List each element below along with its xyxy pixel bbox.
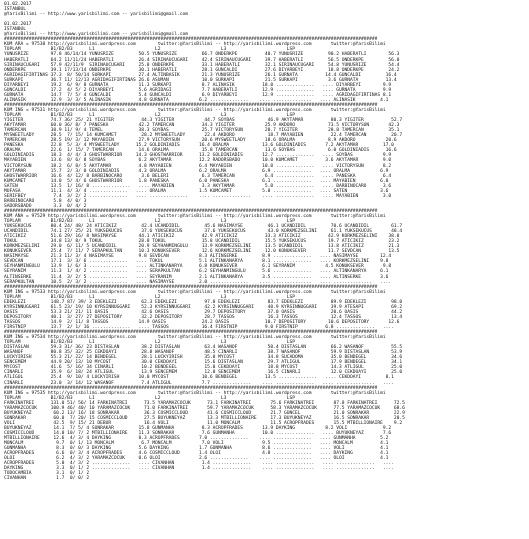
- text-line: SERAPKULTAN 10.5 2/ 3/ 2 .............. .... NASIMAYSE 2.0 .............. .... .............. .... .............. ....: [4, 279, 392, 285]
- text-line: ########################################################################################################################################: [4, 102, 378, 108]
- text-line: LUCKYIRISH 55.3 21/ 22/ 14 BENDEGEL 28.1 LUCKYIRISH 35.0 MYCOST 34.8 SUCADOMA 35.0 BENDEGEL 34.6: [4, 355, 403, 361]
- text-line: HABERATLI 64.2 11/11/24 HABERATLI 26.4 SIRINAUCUGARI 42.4 SIRINAUCUGARI 39.7 HABERATLI 56.5 ONDERKPE 56.0: [4, 57, 400, 63]
- text-line: TOPLAM B1/B2/B3 L1 L2 L3 LSP: [4, 219, 296, 225]
- text-line: KUM ING = 97531 http://yarisbilimi.wordpress.com twitter:@YarisBilimi -- http://yarisbilimi.wordpress.com twitter:@YarisBilimi: [4, 107, 386, 113]
- text-line: PANESKA 22.8 5/ 3/ 4 MYSWEETLADY 15.2 GOLDINIADIS 16.4 ORALMA 13.6 GOLDINIADIS 7.2 AKYTAMAR 17.0: [4, 143, 394, 149]
- text-line: MYCOST 41.6 5/ 16/ 34 CINARLI 10.2 BENDEGEL 15.0 CEKDOAYI 18.8 MYCOST 14.3 ATLIGUL 25.0: [4, 365, 403, 371]
- text-line: KUM ING = 97534 http://yarisbilimi.wordpress.com twitter:@YarisBilimi -- http://yarisbilimi.wordpress.com twitter:@YarisBilimi: [4, 335, 386, 341]
- text-line: SEYHANMINGULU 13.9 1/ 6/ 3 .............. .... ALTINKANARYA 6.8 KONUKSEVER 6.1 SEYRANIM 4.5 KONUKSEVER 9.8: [4, 264, 392, 270]
- text-line: DAYKING 3.3 0/ 1/ 2 .............. .... CIVANHAN 1.4 .............. .... .............. .... .............. ....: [4, 466, 394, 472]
- text-line: CINARLI 23.0 3/ 14/ 12 WASANOF 7.4 ATLIGUL 7.7 .............. .... .............. .... .............. ....: [4, 380, 394, 386]
- text-line: ########################################################################################################################################: [4, 37, 378, 43]
- text-line: KONUKSEVER 25.4 7/ 11/ 7 SERAPKULTAN 10.3 KONUKSEVER 12.6 KORKMEZSELINI 12.0 KONUKSEVER 11.7 SEVDCAN 13.5: [4, 249, 400, 255]
- text-line: SONRAKAR 60.0 7/ 20/ 15 COSMICCLOUD 27.5 BUYUKNEYAZ 13.3 MTBILLIONAIRE 17.3 BUYUKNEYAZ 16.5 SONRAKAR 20.5: [4, 415, 405, 421]
- text-line: KUMCAMET 14.0 5/ 4/ 6 GHOSTWARRIOR 1.8 PANESKA 6.0 PANESKA 6.1 .............. .... MAYABIEN 6.0: [4, 178, 389, 184]
- text-line: TOPLAM B1/B2/B3 L1 L2 L3 LSP: [4, 113, 296, 119]
- text-line: SADORSBADO 3.3 0/ 4/ 2: [4, 203, 87, 209]
- text-line: TOPLAM B1/B2/B3 L1 L2 L3 LSP: [4, 47, 296, 53]
- text-line: DEPOSITORY 40.1 3/ 27/ 27 DEPOSITORY 32.2 DEPOSITORY 28.7 TASSOS 16.3 TASSOS 12.4 TASSOS 13.4: [4, 314, 403, 320]
- text-line: ALINASIK 12.9 3/ 3/ 5 ALINASIK 4.8 GURNATA 6.2 .............. .... .............. .... ALINASIK 4.1: [4, 97, 389, 103]
- text-line: ACROPFRADES 6.6 0/ 3/ 4 ACROPFRADES 4.6 COSMICCLOUD 1.4 OLOI 4.8 .............. .... DAYKING 4.1: [4, 451, 389, 457]
- text-line: BUYUKNEYAZ 60.2 13/ 16/ 18 SONRAKAR 36.3 COSMICCLOUD 41.6 COSMICCLOUD 21.7 GUNCEL 21.0 SONRAKAR 22.9: [4, 410, 405, 416]
- text-line: SENCEMEM 44.9 20/ 13/ 10 MYCOST 30.0 CEKDOAYI 15.6 DISTASLAN 29.7 ATLIGUL 17.9 BENDEGEL 34.1: [4, 360, 403, 366]
- text-line: 01.02.2017: [4, 2, 32, 7]
- text-line: @YarisBilimi -- http://www.yarisbilimi.com -- yarisbilimi@gmail.com: [4, 32, 188, 38]
- text-line: BUYUKNEYAZ 14.1 7/ 5/ 4 SONRAKAR 15.8 GUNMANHA 8.3 ACROPFRADES 13.9 DAYKING 8.2 VOLI 9.2: [4, 425, 392, 431]
- text-line: CINARLI 35.9 6/ 18/ 24 ATLIGUL 13.9 SENCEMEM 12.0 SENCEMEM 16.5 CINARLI 12.0 CEKDOAYI 25.0: [4, 370, 403, 376]
- text-line: OLOI 6.2 4/ 3/ 2 YARAMAZCOCUK 0.6 OLOI 2.6 .............. .... .............. .... OLOI 4.1: [4, 456, 389, 462]
- text-line: TOKUL 34.8 13/ 8/ 9 TOKUL 28.8 TOKUL 15.8 UCANDIDIL 15.5 YUKSEKUCUS 19.7 ATICIKIZ 23.2: [4, 239, 400, 245]
- text-line: DISTASLAN 59.3 31/ 36/ 23 DISTASLAN 38.2 DISTASLAN 63.4 WASANOF 50.4 DISTASLAN 66.2 WASANOF 55.5: [4, 345, 403, 351]
- text-line: SEYRANIM 11.3 1/ 4/ 2 .............. .... SERAPKULTAN 6.2 SEYHANMINGULU 5.6 .............. .... ALTINKANARYA 6.1: [4, 269, 389, 275]
- text-line: YUKSEKUCUS 80.4 24/ 48/ 24 ATICIKIZ 42.4 UCANDIDIL 45.6 NASIMAYSE 46.1 UCANDIDIL 70.6 UCANDIDIL 61.7: [4, 224, 403, 230]
- text-line: GOLDINIADIS 18.3 4/ 4/ 3 GHOSTWARRIOR 14.3 GHOSTWARRIOR 13.2 GOLDINIADIS 12.7 .............. .... SOYBAS 9.9: [4, 153, 392, 159]
- text-line: ACROPFRADES 5.0 4/ 3/ 2 .............. .... CIVANHAN 1.4 .............. .... .............. .... .............. ....: [4, 461, 394, 467]
- text-line: SIRINAUCUGARI 57.9 42/11/9 SIRINAUCUGARI 25.8 ONDERKPE 33.1 HABERATLI 32.1 SIRINAUCUGARI 54.8 YUNUSRIZE 54.4: [4, 62, 400, 68]
- text-line: GURNATA 14.7 7/ 5/ 4 GUNCALDI 5.4 GUNCALDI 6.9 DIYARBEYI 12.9 .............. .... AGRIDAGIFIRTINAS 8.1: [4, 92, 392, 98]
- text-line: ########################################################################################################################################: [4, 208, 378, 214]
- text-line: KORKMEZSELINI 29.0 6/ 11/ 5 UCANDIDIL 20.9 SEYHANMINGULU 13.9 KORKMEZSELINI 13.5 UCANDIDIL 13.8 ATICIKIZ 21.3: [4, 244, 400, 250]
- text-line: KUM ARA = 97530 http://yarisbilimi.wordpress.com twitter:@YarisBilimi -- http://yarisbilimi.wordpress.com twitter:@YarisBilimi: [4, 42, 386, 48]
- text-line: TAMERCAN 38.9 11/ 9/ 4 TEMEL 38.3 SOYBAS 25.7 VICTORYSUN 20.7 YIGITER 28.8 TAMERCAN 35.1: [4, 128, 400, 134]
- text-line: KUM ING = 97533 http://yarisbilimi.wordpress.com twitter:@YarisBilimi -- http://yarisbilimi.wordpress.com twitter:@YarisBilimi: [4, 289, 386, 295]
- text-line: ONDERKPE 39.1 17/13/14 ONDERKPE 30.1 HABERATLI 28.1 GUNCALDI 27.6 DIYARBEYI 18.8 ONDERKPE 24.2: [4, 67, 400, 73]
- text-line: MUFASA 11.1 4/ 3/ 4 .............. .... ORALMA 1.5 KUMCAMET 5.0 .............. .... SATEN 3.6: [4, 188, 389, 194]
- text-line: COSMICCLOUD 14.0 10/ 7/ 2 MTBILLIONAIRE 11.3 SONRAKAR 7.6 GUNMANHA 10.0 .............. .... BUYUKNEYAZ 7.6: [4, 430, 392, 436]
- text-line: AKYTAMAR 60.0 36/ 8/ 7 PANESKA 42.2 TAMERCAN 34.3 YIGITER 25.9 AKDORO 73.5 VICTORYSUN 42.3: [4, 123, 400, 129]
- text-line: GHOSTWARRIOR 16.6 4/ 12/ 8 BARBINOCARO 3.6 BELERI 6.3 TAMERCAN 6.4 .............. .... PANESKA 6.4: [4, 173, 392, 179]
- text-line: FIRSTNIP 13.7 2/ 1/ 16 .............. .... TASSOS 16.4 FIRSTNIP 9.0 FIRSTNIP 6.8 .............. ....: [4, 325, 394, 330]
- text-line: ISTANBUL: [4, 27, 26, 33]
- text-line: MAYABIEN 13.6 8/ 6/ 8 SOYBAS 6.2 AKYTAMAR 12.2 RADORSBADO 10.0 KUMCAMET 3.6 AKYTAMAR 9.0: [4, 158, 392, 164]
- text-line: BARBINOCARO 5.8 4/ 0/ 3: [4, 198, 87, 204]
- text-line: KUM ANA = 97529 http://yarisbilimi.wordpress.com twitter:@YarisBilimi -- http://yarisbilimi.wordpress.com twitter:@YarisBilimi: [4, 213, 386, 219]
- text-line: ISTANBUL: [4, 7, 26, 13]
- text-line: SERIFBEY 7.4 3/ 2/ 2 .............. .... .............. .... .............. .... .............. .... MAYABIEN 3.0: [4, 193, 392, 199]
- text-line: EDEKLEZI 148.7 87/ 39/ 3 EDEKLEZI 62.3 EDEKLEZI 97.0 EDEKLEZI 83.7 EDEKLEZI 89.9 EDEKLEZI 98.0: [4, 299, 403, 305]
- text-line: ########################################################################################################################################: [4, 385, 378, 391]
- text-line: GUNMANHA 8.3 0/ 0/ 3 DAYKING 5.6 DAYKING 1.7 GUNMANHA 8.6 .............. .... VOLI 4.1: [4, 446, 389, 452]
- text-line: UCANDIDIL 74.1 27/ 25/ 21 YUKSEKUCUS 37.6 YUKSEKUCUS 37.6 YUKSEKUCUS 43.0 KORKMEZSELINI 61.1 YUKSEKUCUS 48.4: [4, 229, 403, 235]
- text-line: OASIS 53.3 21/ 21/ 11 OASIS 42.6 OASIS 29.7 DEPOSITORY 37.0 OASIS 20.6 OASIS 44.2: [4, 309, 403, 315]
- text-line: VICTORYSUN 18.2 6/ 8/ 5 AKYTAMAR 4.8 MAYABIEN 6.4 MAYABIEN 10.0 .............. .... VICTORYSUN 8.2: [4, 163, 392, 169]
- text-line: FARKINATREI 131.0 51/ 56/ 14 FARKINATREI 73.5 YARAMAZCOCUK 73.1 FARKINATREI 75.6 FARKINATREI 87.8 FARKINATREI 72.5: [4, 400, 405, 406]
- text-line: YARAMAZCOCUK 100.9 46/ 40/ 10 YARAMAZCOCUK 71.0 FARKINATREI 59.7 YARAMAZCOCUK 58.3 YARAMAZCOCUK 77.5 YARAMAZCOCUK 68.6: [4, 405, 405, 411]
- text-line: TASSOS 14.9 2/ 11/ 8 TASSOS 14.9 OASIS 24.2 OASIS 10.7 DEPOSITORY 10.6 DEPOSITORY 12.6: [4, 319, 400, 325]
- text-line: TOPLAM B1/B2/B3 L1 L2 L3 LSP: [4, 395, 296, 401]
- text-line: TOPLAM B1/B2/B3 L1 L2 L3 LSP: [4, 294, 296, 300]
- text-line: DIYARBEYI 19.2 6/ 9/ 8 GURNATA 11.3 SURKAPI 8.7 ALINASIK 18.0 .............. .... DIYARBEYI 9.9: [4, 82, 392, 88]
- text-line: SEVDCAN 17.1 3/ 3/ 6 .............. .... TOKUL 5.1 ALTINKANARYA 8.1 .............. .... KORKMEZSELINI 9.8: [4, 259, 389, 265]
- text-line: YIGITER 74.7 36/ 25/ 21 YIGITER 44.3 YIGITER 44.7 SOYBAS 46.9 AKYTAMAR 80.3 YIGITER 52.7: [4, 118, 403, 124]
- text-line: CIVANHAN 1.7 0/ 0/ 2: [4, 476, 90, 482]
- text-line: YUNUSRIZE 97.8 46/14/14 YUNUSRIZE 50.5 YUNUSRIZE 66.7 ONDERKPE 40.7 YUNUSRIZE 90.2 HABERATLI 56.3: [4, 52, 400, 58]
- text-line: AGRIDAGIFIRTINAS 37.3 8/ 50/14 SURKAPI 27.4 ALTINBASIK 21.3 YUNUSRIZE 26.1 GURNATA 14.4 GUNCALDI 16.4: [4, 72, 397, 78]
- text-line: 01.02.2017: [4, 22, 32, 28]
- text-line: ########################################################################################################################################: [4, 330, 378, 336]
- text-line: TODOCAMBIA 3.1 0/ 1/ 2: [4, 471, 90, 477]
- text-line: WASANOF 80.8 35/ 32/ 25 CEKDOAYI 28.8 WASANOF 48.5 CINARLI 38.7 WASANOF 59.9 DISTASLAN 53.9: [4, 350, 403, 356]
- text-line: MYSWEETLADY 28.5 7/ 15/ 14 KUMCAMET 28.2 MYSWEETLADY 22.4 AKDORO 18.7 MAYABIEN 22.4 TAMERCAN 20.7: [4, 133, 403, 139]
- text-line: NASIMAYSE 21.3 11/ 3/ 4 NASIMAYSE 9.8 SEVDCAN 8.3 ALTINSERKE 8.9 .............. .... NASIMAYSE 12.4: [4, 254, 392, 260]
- text-line: GUNCALDI 17.2 4/ 5/ 2 DIYARBEYI 5.6 AGRIDAGI 7.7 HABERATLI 12.9 .............. .... GURNATA 9.9: [4, 87, 392, 93]
- text-line: KYRSINNUGGARI 61.5 23/ 19/ 10 KYRSINNUGGARI 52.3 KYRSINNUGGARI 42.2 KYRSINNUGGARI 40.9 KYRSINNUGGARI 39.9 ATESAPI 69.2: [4, 304, 403, 310]
- text-line: SURKAPI 36.7 11/ 12/13 AGRIDAGIFIRTINAS 26.6 ASUMAN 10.0 SURKAPI 21.5 SURKAPI 3.6 GURNATA 13.4: [4, 77, 397, 83]
- text-line: AKYTAMAR 15.7 2/ 3/ 0 GOLDINIADIS 4.3 ORALMA 6.2 ORALMA 6.9 .............. .... ORALMA 6.9: [4, 168, 389, 174]
- text-line: SATEN 13.5 1/ 16/ 8 .............. .... MAYABIEN 3.3 AKYTAMAR 5.0 .............. .... BARBINOCARO 3.6: [4, 183, 392, 189]
- text-line: ATLIGUL 25.4 9/ 10/ 4 LUCKYIRISH 10.0 MYCOST 10.6 BENDEGEL 13.5 .............. .... CEKDOAYI 8.1: [4, 375, 394, 381]
- text-line: @YarisBilimi -- http://www.yarisbilimi.com -- yarisbilimi@gmail.com: [4, 12, 188, 18]
- text-line: MONCALM 9.7 0/ 1/ 13 MONCALM 6.7 MONCALM 7.0 VOLI 9.5 .............. .... MONCALM 4.1: [4, 441, 389, 447]
- text-line: ORALMA 22.6 1/ 15/ 7 TAMERCAN 14.6 ORALMA 15.8 TAMERCAN 13.6 SOYBAS 6.0 GOLDINIADIS 16.6: [4, 148, 397, 154]
- text-line: ALTINSERKE 11.4 3/ 2/ 5 .............. .... SEYRANIM 2.1 ALTINKANARYA 3.5 .............. .... ALTINSERKE 3.6: [4, 274, 389, 280]
- text-line: MTBILLIONAIRE 12.6 4/ 3/ 4 DAYKING 8.3 ACROPFRADES 7.0 .............. .... .............. .... GUNMANHA 5.2: [4, 436, 389, 442]
- text-line: ATICIKIZ 51.6 29/ 16/ 8 NASIMAYSE 44.1 ATICIKIZ 42.9 ATICIKIZ 33.3 ATICIKIZ 42.9 KORKMEZSELINI 38.0: [4, 234, 400, 240]
- text-line: KUM ING = 97535 http://yarisbilimi.wordpress.com twitter:@YarisBilimi -- http://yarisbilimi.wordpress.com twitter:@YarisBilimi: [4, 390, 386, 396]
- text-line: VOLI 42.5 9/ 15/ 21 DEBOR 16.4 VOLI 11.0 MONCALM 11.5 ACROPFRADES 15.5 MTBILLIONAIRE 9.2: [4, 420, 403, 426]
- text-line: TOPLAM B1/B2/B3 L1 L2 L3 LSP: [4, 340, 296, 346]
- text-line: ########################################################################################################################################: [4, 284, 378, 290]
- text-line: TAMERCAN 28.5 19/ 3/ 12 MAYABIEN 27.9 VICTORYSUN 20.6 MYSWEETLADY 18.6 ORALMA 8.9 AKDORO 20.6: [4, 138, 397, 144]
